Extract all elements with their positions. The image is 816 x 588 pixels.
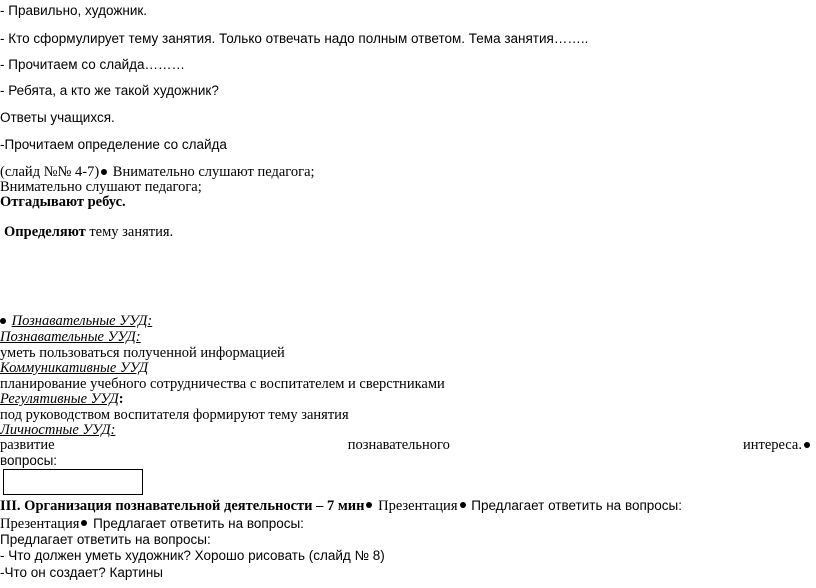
listen-teacher-1: Внимательно слушают педагога; (109, 164, 315, 180)
text-line-define-topic (4, 225, 173, 240)
define-bold: Определяют (4, 224, 86, 240)
text-line-personal-development (0, 438, 812, 453)
text-line-cognitive-text: уметь пользоваться полученной информацией (0, 345, 285, 361)
text-line-formulate-topic: - Кто сформулирует тему занятия. Только отвечать надо полным ответом. Тема занятия…….. (0, 31, 589, 46)
bullet-icon (366, 502, 372, 508)
regulatory-colon: : (118, 391, 124, 407)
text-line-cognitive-uud-2: Познавательные УУД: (0, 329, 141, 345)
text-line-regulatory-text: под руководством воспитателя формируют тему занятия (0, 407, 349, 423)
presentation-label: Презентация (374, 498, 458, 514)
word-interest: интереса. (742, 437, 802, 453)
define-rest: тему занятия. (85, 224, 174, 240)
text-line-personal-uud: Личностные УУД: (0, 422, 116, 438)
text-line-question-1: - Что должен уметь художник? Хорошо рисовать (слайд № 8) (0, 548, 385, 563)
text-line-correct-artist: - Правильно, художник. (0, 3, 148, 18)
text-line-read-slide: - Прочитаем со слайда……… (0, 57, 186, 72)
text-line-cognitive-uud-1 (0, 314, 152, 329)
text-line-questions: вопросы: (0, 453, 58, 468)
word-cognitive: познавательного (347, 437, 450, 453)
text-line-offers-questions: Предлагает ответить на вопросы: (0, 532, 211, 547)
regulatory-uud-label: Регулятивные УУД (0, 391, 119, 407)
text-line-student-answers: Ответы учащихся. (0, 110, 115, 125)
text-line-presentation (0, 516, 304, 532)
presentation-label-2: Презентация (0, 516, 80, 532)
offers-questions: Предлагает ответить на вопросы: (467, 498, 683, 513)
empty-text-box (3, 469, 143, 495)
text-line-solve-rebus: Отгадывают ребус. (0, 194, 126, 210)
bullet-icon (0, 318, 6, 324)
word-interest-wrap (743, 438, 812, 453)
word-development: развитие (0, 437, 55, 453)
text-line-question-2: -Что он создает? Картины (0, 565, 164, 580)
bullet-icon (804, 442, 810, 448)
text-line-regulatory-uud (0, 392, 124, 407)
bullet-icon (101, 169, 107, 175)
text-line-communicative-text: планирование учебного сотрудничества с воспитателем и сверстниками (0, 376, 445, 392)
text-line-section-3-title (0, 498, 682, 514)
bullet-icon (460, 502, 466, 508)
cognitive-uud-label: Познавательные УУД: (11, 313, 153, 329)
text-line-listen-teacher: Внимательно слушают педагога; (0, 179, 202, 195)
bullet-icon (81, 520, 87, 526)
offers-questions-2: Предлагает ответить на вопросы: (89, 516, 304, 531)
text-line-communicative-uud: Коммуникативные УУД (0, 360, 149, 376)
section-3-title: III. Организация познавательной деятельности – 7 мин (0, 498, 365, 514)
text-line-slide-ref (0, 165, 315, 180)
slide-ref: (слайд №№ 4-7) (0, 164, 100, 180)
text-line-who-is-artist: - Ребята, а кто же такой художник? (0, 83, 219, 98)
text-line-read-definition: -Прочитаем определение со слайда (0, 137, 227, 152)
